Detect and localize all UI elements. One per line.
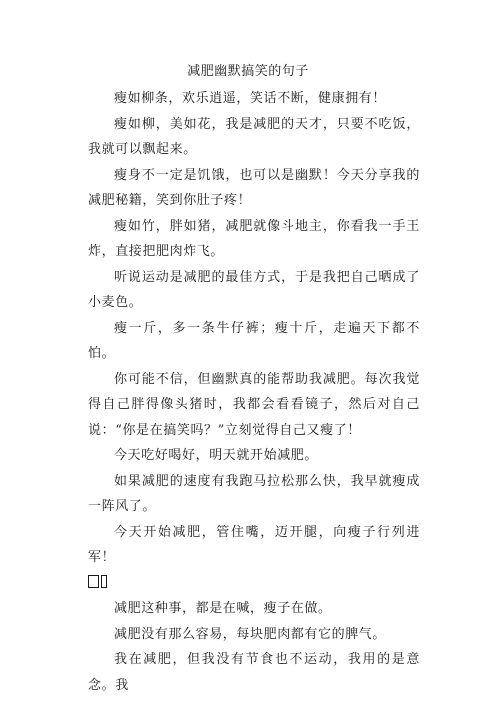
missing-glyph-icon <box>88 575 99 588</box>
paragraph-7: 你可能不信，但幽默真的能帮助我减肥。每次我觉得自己胖得像头猪时，我都会看看镜子，然后对自己说：“你是在搞笑吗？”立刻觉得自己又瘦了！ <box>88 371 420 438</box>
paragraph-12: 减肥没有那么容易，每块肥肉都有它的脾气。 <box>114 626 387 642</box>
paragraph-6: 瘦一斤，多一条牛仔裤；瘦十斤，走遍天下都不怕。 <box>88 320 420 361</box>
paragraph-1: 瘦如柳条，欢乐逍遥，笑话不断，健康拥有！ <box>114 91 387 106</box>
paragraph-10: 今天开始减肥，管住嘴，迈开腿，向瘦子行列进军！ <box>88 524 420 565</box>
paragraph-9: 如果减肥的速度有我跑马拉松那么快，我早就瘦成一阵风了。 <box>88 473 420 514</box>
paragraph-2: 瘦如柳，美如花，我是减肥的天才，只要不吃饭，我就可以飘起来。 <box>88 116 420 157</box>
paragraph-4: 瘦如竹，胖如猪，减肥就像斗地主，你看我一手王炸，直接把肥肉炸飞。 <box>88 218 420 259</box>
paragraph-8: 今天吃好喝好，明天就开始减肥。 <box>114 448 319 463</box>
missing-glyph-line <box>88 571 420 597</box>
paragraph-5: 听说运动是减肥的最佳方式，于是我把自己晒成了小麦色。 <box>88 269 420 310</box>
document-title: 减肥幽默搞笑的句子 <box>187 64 309 79</box>
document-body <box>88 86 420 698</box>
missing-glyph-narrow-icon <box>101 575 107 588</box>
paragraph-3: 瘦身不一定是饥饿，也可以是幽默！今天分享我的减肥秘籍，笑到你肚子疼！ <box>88 167 420 208</box>
paragraph-13: 我在减肥，但我没有节食也不运动，我用的是意念。我 <box>88 652 420 693</box>
paragraph-11: 减肥这种事，都是在喊，瘦子在做。 <box>114 601 332 616</box>
